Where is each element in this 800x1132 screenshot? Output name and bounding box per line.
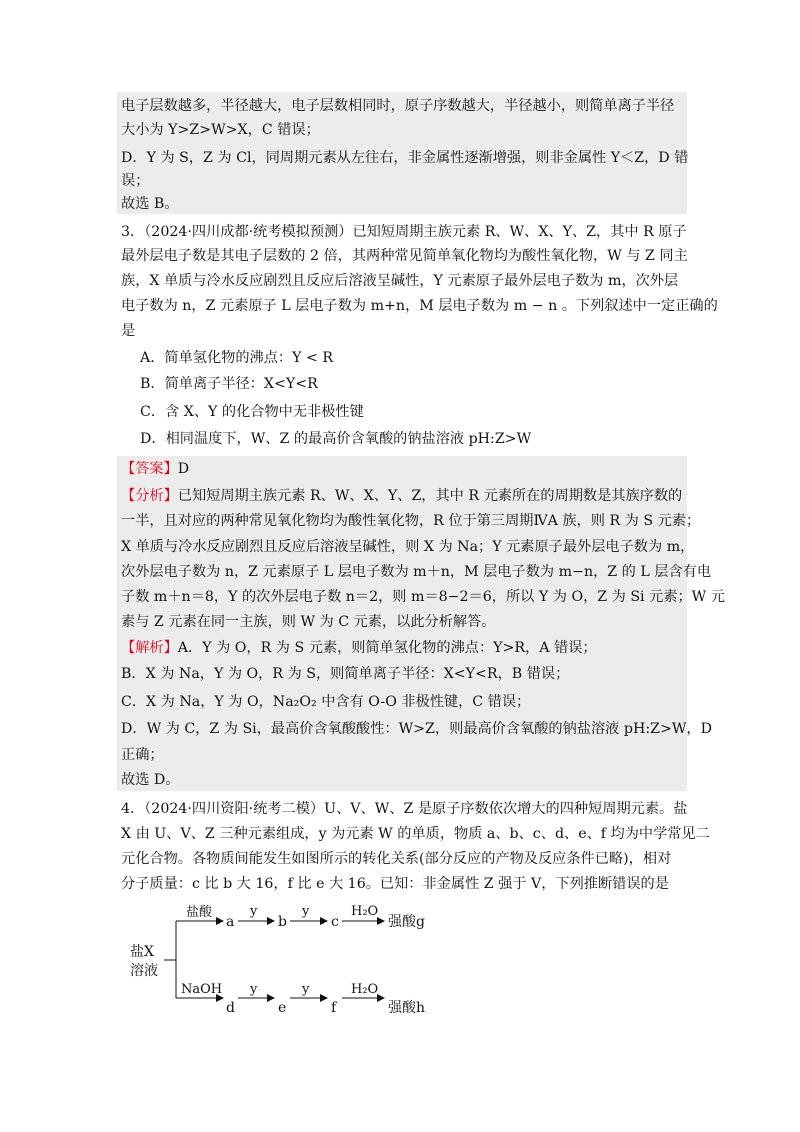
reaction-diagram — [126, 900, 446, 1020]
analysis-line: 子数 m＋n＝8，Y 的次外层电子数 n＝2，则 m＝8−2＝6，所以 Y 为 O，Z 为 Si 元素；W 元 — [121, 589, 725, 605]
question-4-line: 4．（2024·四川资阳·统考二模）U、V、W、Z 是原子序数依次增大的四种短周期元素。盐 — [121, 801, 688, 817]
answer-line — [121, 459, 189, 479]
explain-line: 正确； — [121, 747, 164, 763]
answer-value: D — [177, 461, 190, 477]
answer-tag: 【答案】 — [121, 461, 178, 477]
bottom-reagent-label: NaOH — [181, 982, 223, 997]
salt-solution-label: 溶液 — [130, 963, 158, 979]
node-e: e — [278, 1000, 287, 1016]
y-label: y — [302, 904, 310, 919]
option-d: D．相同温度下，W、Z 的最高价含氧酸的钠盐溶液 pH:Z>W — [140, 431, 532, 447]
explain-line: D．W 为 C，Z 为 Si，最高价含氧酸酸性：W>Z，则最高价含氧酸的钠盐溶液 pH:Z>W，D — [121, 721, 712, 737]
text-line: D．Y 为 S，Z 为 Cl，同周期元素从左往右，非金属性逐渐增强，则非金属性 Y＜Z，D 错 — [121, 150, 689, 166]
explain-text: A．Y 为 O，R 为 S 元素，则简单氢化物的沸点：Y>R，A 错误； — [177, 640, 597, 656]
question-4-line: X 由 U、V、Z 三种元素组成，y 为元素 W 的单质，物质 a、b、c、d、e、f 均为中学常见二 — [121, 826, 710, 842]
option-c: C．含 X、Y 的化合物中无非极性键 — [140, 404, 364, 420]
node-d: d — [226, 1000, 235, 1016]
node-b: b — [278, 914, 287, 930]
top-reagent-label: 盐酸 — [186, 905, 213, 920]
option-a: A．简单氢化物的沸点：Y < R — [140, 350, 334, 366]
analysis-line: 素与 Z 元素在同一主族，则 W 为 C 元素，以此分析解答。 — [121, 614, 496, 630]
explain-line: C．X 为 Na，Y 为 O，Na₂O₂ 中含有 O-O 非极性键，C 错误； — [121, 694, 531, 710]
analysis-line — [121, 486, 682, 506]
analysis-text: 已知短周期主族元素 R、W、X、Y、Z，其中 R 元素所在的周期数是其族序数的 — [177, 488, 683, 504]
water-label: H₂O — [351, 982, 379, 997]
analysis-line: X 单质与冷水反应剧烈且反应后溶液呈碱性，则 X 为 Na；Y 元素原子最外层电子数为 m， — [121, 539, 695, 555]
analysis-line: 一半，且对应的两种常见氧化物均为酸性氧化物，R 位于第三周期ⅣA 族，则 R 为 S 元素； — [121, 513, 701, 529]
text-line: 大小为 Y>Z>W>X，C 错误； — [121, 122, 320, 138]
option-b: B．简单离子半径：X<Y<R — [140, 376, 318, 392]
text-line: 误； — [121, 173, 150, 189]
question-3-line: 是 — [121, 323, 136, 339]
y-label: y — [250, 904, 258, 919]
node-f: f — [331, 1000, 337, 1016]
explain-line: 故选 D。 — [121, 772, 180, 788]
strong-acid-h: 强酸h — [388, 1000, 426, 1016]
node-a: a — [226, 914, 235, 930]
salt-x-label: 盐X — [130, 944, 154, 960]
node-c: c — [331, 914, 339, 930]
water-label: H₂O — [351, 904, 379, 919]
y-label: y — [302, 982, 310, 997]
question-3-line: 族，X 单质与冷水反应剧烈且反应后溶液呈碱性，Y 元素原子最外层电子数为 m，次外层 — [121, 273, 679, 289]
explain-tag: 【解析】 — [121, 640, 178, 656]
question-4-line: 分子质量：c 比 b 大 16，f 比 e 大 16。已知：非金属性 Z 强于 V，下列推断错误的是 — [121, 876, 669, 892]
strong-acid-g: 强酸g — [388, 914, 425, 930]
question-3-line: 电子数为 n，Z 元素原子 L 层电子数为 m+n，M 层电子数为 m − n 。下列叙述中一定正确的 — [121, 298, 718, 314]
text-line: 电子层数越多，半径越大，电子层数相同时，原子序数越大，半径越小，则简单离子半径 — [121, 98, 675, 114]
analysis-line: 次外层电子数为 n，Z 元素原子 L 层电子数为 m＋n，M 层电子数为 m−n，Z 的 L 层含有电 — [121, 564, 712, 580]
explain-line — [121, 638, 597, 658]
question-4-line: 元化合物。各物质间能发生如图所示的转化关系(部分反应的产物及反应条件已略)，相对 — [121, 851, 672, 867]
y-label: y — [250, 982, 258, 997]
text-line: 故选 B。 — [121, 196, 179, 212]
analysis-tag: 【分析】 — [121, 488, 178, 504]
question-3-line: 3．（2024·四川成都·统考模拟预测）已知短周期主族元素 R、W、X、Y、Z，其中 R 原子 — [121, 224, 687, 240]
question-3-line: 最外层电子数是其电子层数的 2 倍，其两种常见简单氧化物均为酸性氧化物，W 与 Z 同主 — [121, 248, 688, 264]
explain-line: B．X 为 Na，Y 为 O，R 为 S，则简单离子半径：X<Y<R，B 错误； — [121, 666, 570, 682]
